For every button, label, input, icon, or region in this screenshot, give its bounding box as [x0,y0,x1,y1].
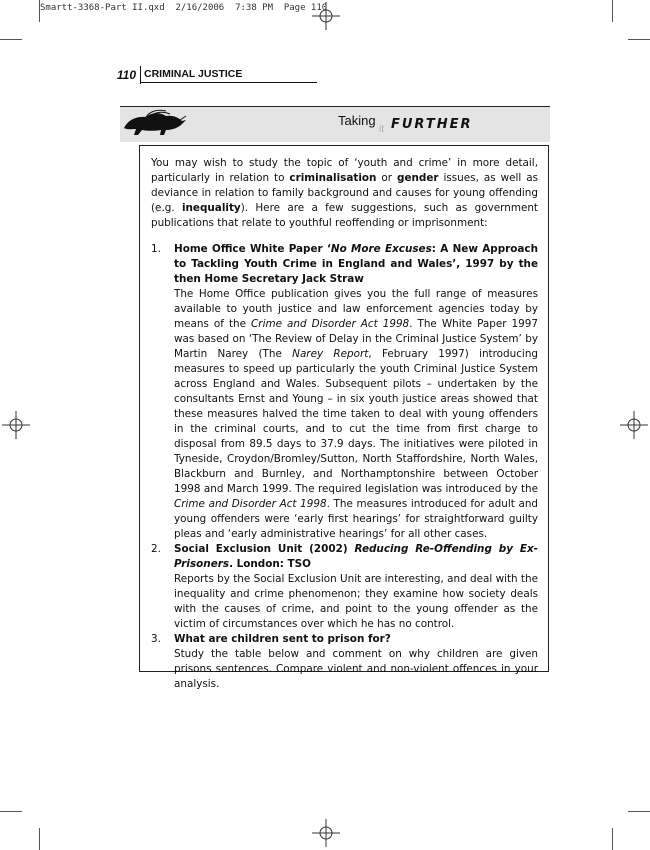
crop-mark [612,0,613,22]
item-title [174,542,538,572]
title-part: : A New Approach to Tackling Youth Crime in England and Wales’, 1997 by the then Home Secretary Jack Straw [174,243,538,285]
crop-mark [628,39,650,40]
item-title: What are children sent to prison for? [174,633,391,645]
page-number: 110 [116,68,136,82]
body-italic: Crime and Disorder Act 1998 [251,318,410,330]
term-gender: gender [397,172,439,184]
crop-mark [0,39,22,40]
content-box [139,145,549,690]
crop-mark [628,811,650,812]
chapter-title: CRIMINAL JUSTICE [144,68,243,80]
body-text: The Home Office publication gives you the full range of measures available to youth justice and law enforcement agencies today by means of the [174,288,538,330]
title-italic: No More Excuses [330,243,432,255]
body-italic: Narey Report [292,348,369,360]
crop-mark [39,828,40,850]
registration-mark-icon [312,819,340,847]
term-inequality: inequality [181,202,241,214]
banner-taking: Taking [338,113,376,128]
item-body: Study the table below and comment on why children are given prisons sentences. Compare violent and non-violent offences in your analysis. [174,648,538,690]
item-number: 3. [151,633,161,645]
registration-mark-icon [312,2,340,30]
body-text: . The White Paper 1997 was based on ‘The Review of Delay in the Criminal Justice System’ by Martin Narey (The [174,318,538,360]
title-part: . London: TSO [229,558,311,570]
title-italic: Reducing Re-Offending by Ex-Prisoners [174,543,538,570]
banner-it: it [379,124,384,135]
intro-text: ). Here are a few suggestions, such as government publications that relate to youthful reoffending or imprisonment: [151,202,538,229]
item-number: 1. [151,243,161,255]
crop-mark [39,0,40,22]
item-body [174,287,538,542]
intro-text: or [376,172,397,184]
registration-mark-icon [620,411,648,439]
intro-paragraph [151,156,538,231]
list-item [151,242,538,542]
term-criminalisation: criminalisation [289,172,377,184]
crop-mark [0,811,22,812]
printer-slug: Smartt-3368-Part II.qxd 2/16/2006 7:38 PM Page 110 [40,3,328,13]
intro-text: issues, as well as deviance in relation to family background and causes for young offending (e.g. [151,172,538,214]
crop-mark [612,828,613,850]
item-title [174,242,538,287]
body-text: , February 1997) introducing measures to speed up particularly the youth Criminal Justice System across England and Wales. Subsequent pilots – undertaken by the consultants Ernst and Young – in six youth justice areas showed that these measures halved the time taken to deal with young offenders in the criminal courts, and to cut the time from first charge to disposal from 89.5 days to 37.9 days. The initiatives were piloted in Tyneside, Croydon/Bromley/Sutton, North Staffordshire, North Wales, Blackburn and Burnley, and Northamptonshire between October 1998 and March 1999. The required legislation was introduced by the [174,348,538,495]
title-part: Home Office White Paper ‘ [174,243,331,255]
list-item [151,542,538,632]
running-animal-icon [120,108,190,138]
item-number: 2. [151,543,161,555]
title-part: Social Exclusion Unit (2002) [174,543,355,555]
body-text: . The measures introduced for adult and young offenders were ‘early first hearings’ for straightforward guilty pleas and ‘early administrative hearings’ for all other cases. [174,498,538,540]
list-item [151,632,538,692]
body-italic: Crime and Disorder Act 1998 [174,498,327,510]
registration-mark-icon [2,411,30,439]
header-rule [140,82,317,83]
box-content [151,156,538,692]
banner-further: FURTHER [391,117,473,132]
intro-text: You may wish to study the topic of ‘youth and crime’ in more detail, particularly in relation to [151,157,538,184]
item-body: Reports by the Social Exclusion Unit are interesting, and deal with the inequality and crime phenomenon; they examine how society deals with the causes of crime, and point to the young offender as the victim of circumstances over which he has no control. [174,573,538,630]
